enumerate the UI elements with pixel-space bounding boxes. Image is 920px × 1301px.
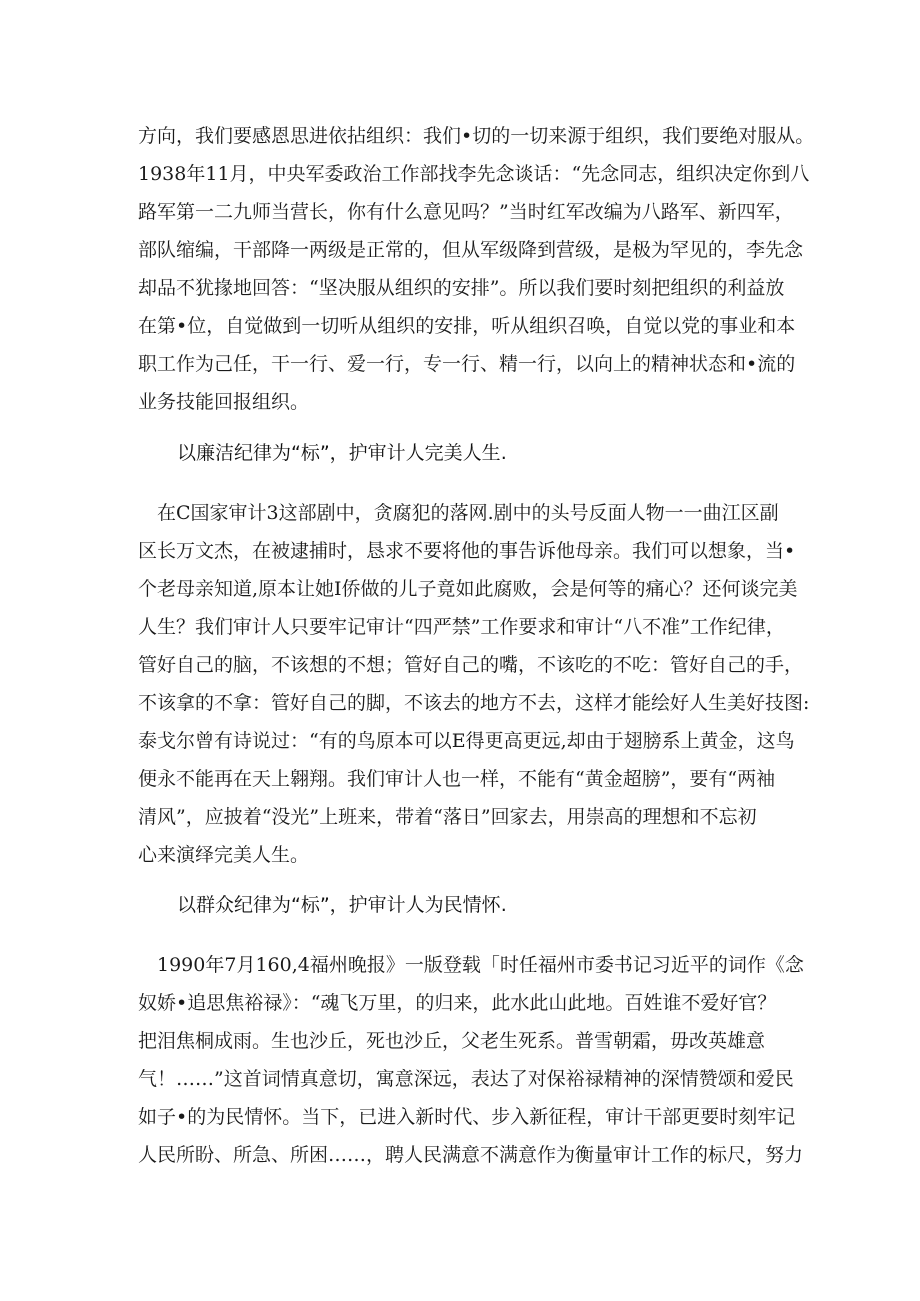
text-line: 部队缩编，干部降一两级是正常的，但从军级降到营级，是极为罕见的，李先念: [138, 239, 804, 261]
text-line: 方向，我们要感恩思进依拈组织：我们•切的一切来源于组织，我们要绝对服从。: [138, 125, 815, 147]
text-line: 气！……”这首词情真意切，寓意深远，表达了对保裕禄精神的深情赞颂和爱民: [138, 1068, 794, 1090]
text-line: 却品不犹掾地回答：“坚决服从组织的安排”。所以我们要时刻把组织的利益放: [138, 277, 785, 299]
text-line: 路军第一二九师当营长，你有什么意见吗？”当时红军改编为八路军、新四军，: [138, 201, 794, 223]
text-line: 便永不能再在天上翱翔。我们审计人也一样，不能有“黄金超膀”，要有“两袖: [138, 768, 776, 790]
text-line: 在第•位，自觉做到一切听从组织的安排，听从组织召唤，自觉以党的事业和本: [138, 315, 796, 337]
text-line: 1938年11月，中央军委政治工作部找李先念谈话：“先念同志，组织决定你到八: [138, 163, 810, 185]
paragraph-integrity: [138, 494, 810, 874]
text-line: 1990年7月160,4福州晚报》一版登载「时任福州市委书记习近平的词作《念: [138, 954, 804, 976]
text-line: 个老母亲知道,原本让她I侨做的儿子竟如此腐败，会是何等的痛心？还何谈完美: [138, 578, 798, 600]
text-line: 职工作为己任，干一行、爱一行，专一行、精一行，以向上的精神状态和•流的: [138, 353, 796, 375]
paragraph-people: [138, 946, 804, 1174]
text-line: 人生？我们审计人只要牢记审计“四严禁”工作要求和审计“八不准”工作纪律，: [138, 616, 785, 638]
paragraph-organization: [138, 117, 815, 421]
text-line: 在C国家审计3这部剧中，贪腐犯的落网.剧中的头号反面人物一一曲江区副: [138, 502, 779, 524]
text-line: 把泪焦桐成雨。生也沙丘，死也沙丘，父老生死系。普雪朝霜，毋改英雄意: [138, 1030, 766, 1052]
section-heading-integrity: 以廉洁纪律为“标”，护审计人完美人生.: [177, 442, 507, 464]
text-line: 清风”，应披着“没光”上班来，带着“落日”回家去，用崇高的理想和不忘初: [138, 806, 757, 828]
text-line: 心来演绎完美人生。: [138, 844, 310, 866]
section-heading-people: 以群众纪律为“标”，护审计人为民情怀.: [177, 894, 507, 916]
text-line: 奴娇•追思焦裕禄》：“魂飞万里，的归来，此水此山此地。百姓谁不爱好官？: [138, 992, 777, 1014]
text-line: 不该拿的不拿：管好自己的脚，不该去的地方不去，这样才能绘好人生美好技图:: [138, 692, 810, 714]
text-line: 如子•的为民情怀。当下，已进入新时代、步入新征程，审计干部更要时刻牢记: [138, 1106, 796, 1128]
text-line: 管好自己的脑，不该想的不想；管好自己的嘴，不该吃的不吃：管好自己的手，: [138, 654, 804, 676]
text-line: 区长万文杰，在被逮捕时，恳求不要将他的事告诉他母亲。我们可以想象，当•: [138, 540, 796, 562]
text-line: 人民所盼、所急、所困……，聘人民满意不满意作为衡量审计工作的标尺，努力: [138, 1144, 804, 1166]
text-line: 泰戈尔曾有诗说过：“有的鸟原本可以E得更高更远,却由于翅膀系上黄金，这鸟: [138, 730, 795, 752]
text-line: 业务技能回报组织。: [138, 391, 310, 413]
